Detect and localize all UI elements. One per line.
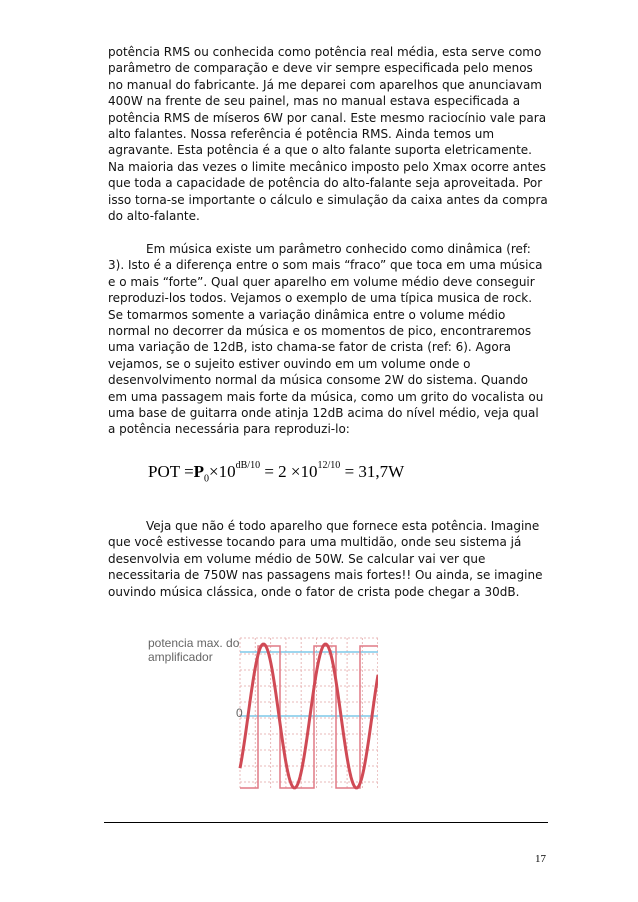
max-power-label-line-1: potencia max. do [148, 636, 240, 650]
paragraph-text: Veja que não é todo aparelho que fornece esta potência. Imagine que você estivesse tocando para uma multidão, onde seu sistema já desenvolvia em volume médio de 50W. Se calcular vai ver que necessitaria de 750W nas passagens mais fortes!! Ou ainda, se imagine ouvindo música clássica, onde o fator de crista pode chegar a 30dB. [108, 519, 543, 599]
page-number: 17 [535, 853, 546, 865]
paragraph-text: potência RMS ou conhecida como potência real média, esta serve como parâmetro de comparação e deve vir sempre especificada pelo menos no manual do fabricante. Já me deparei com aparelhos que anunciavam 400W na frente de seu painel, mas no manual estava especificada a potência RMS de míseros 6W por canal. Este mesmo raciocínio vale para alto falantes. Nossa referência é potência RMS. Ainda temos um agravante. Esta potência é a que o alto falante suporta eletricamente. Na maioria das vezes o limite mecânico imposto pelo Xmax ocorre antes que toda a capacidade de potência do alto-falante seja aproveitada. Por isso torna-se importante o cálculo e simulação da caixa antes da compra do alto-falante. [108, 45, 548, 224]
power-formula: POT $=P_0\times 10^{dB/10} = 2 \times 10^{12/10} = 31,7W$ [148, 460, 405, 485]
formula-exponent-2: 12/10 [317, 460, 341, 472]
formula-lhs: POT [148, 462, 180, 481]
paragraph-peak-power [108, 518, 548, 600]
max-power-label-line-2: amplificador [148, 650, 213, 664]
formula-p0-subscript: 0 [204, 473, 210, 485]
footer-rule [104, 822, 548, 823]
paragraph-rms [108, 44, 548, 224]
waveform-figure [148, 632, 378, 792]
formula-result: = 31,7W [344, 462, 405, 481]
formula-step-2: = 2 ×10 [264, 462, 318, 481]
zero-label: 0 [236, 706, 243, 720]
paragraph-dynamics [108, 241, 548, 438]
formula-p0: P [193, 462, 205, 481]
paragraph-text: Em música existe um parâmetro conhecido como dinâmica (ref: 3). Isto é a diferença entre o som mais “fraco” que toca em uma música e o mais “forte”. Qual quer aparelho em volume médio deve conseguir reproduzi-los todos. Vejamos o exemplo de uma típica musica de rock. Se tomarmos somente a variação dinâmica entre o volume médio normal no decorrer da música e os momentos de pico, encontraremos uma variação de 12dB, isto chama-se fator de crista (ref: 6). Agora vejamos, se o sujeito estiver ouvindo em um volume onde o desenvolvimento normal da música consome 2W do sistema. Quando em uma passagem mais forte da música, como um grito do vocalista ou uma base de guitarra onde atinja 12dB acima do nível médio, veja qual a potência necessária para reproduzi-lo: [108, 242, 544, 437]
max-power-label [148, 636, 239, 664]
formula-exponent-1: dB/10 [235, 460, 261, 472]
formula-times: ×10 [209, 462, 236, 481]
